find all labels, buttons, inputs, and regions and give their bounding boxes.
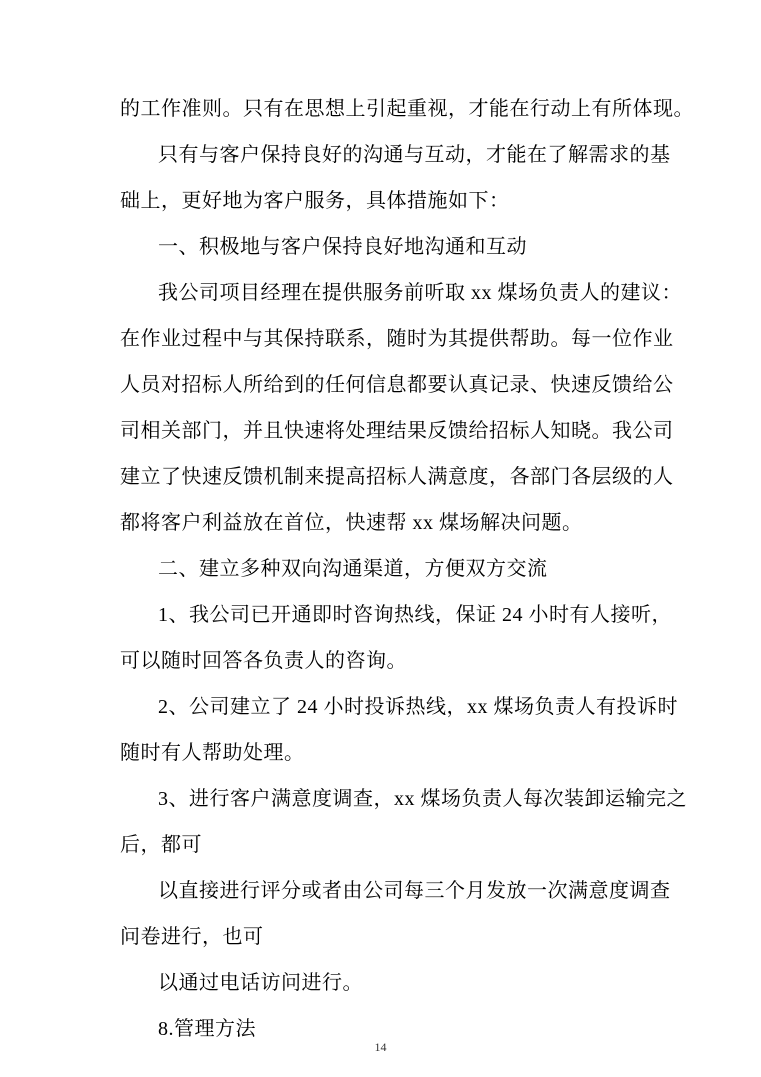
text-line: 问卷进行，也可 bbox=[120, 926, 264, 948]
text-line: 后，都可 bbox=[120, 834, 202, 856]
text-line: 础上，更好地为客户服务，具体措施如下： bbox=[120, 190, 510, 212]
page-number: 14 bbox=[374, 1040, 387, 1054]
paragraph-start: 只有与客户保持良好的沟通与互动，才能在了解需求的基 bbox=[158, 144, 671, 166]
section-heading-1: 一、积极地与客户保持良好地沟通和互动 bbox=[158, 236, 527, 258]
text-line: 都将客户利益放在首位，快速帮 xx 煤场解决问题。 bbox=[120, 512, 583, 534]
section-heading-2: 二、建立多种双向沟通渠道，方便双方交流 bbox=[158, 558, 548, 580]
text-line: 在作业过程中与其保持联系，随时为其提供帮助。每一位作业 bbox=[120, 328, 674, 350]
list-item-2: 2、公司建立了 24 小时投诉热线，xx 煤场负责人有投诉时 bbox=[158, 696, 678, 718]
text-line: 人员对招标人所给到的任何信息都要认真记录、快速反馈给公 bbox=[120, 374, 674, 396]
text-line: 的工作准则。只有在思想上引起重视，才能在行动上有所体现。 bbox=[120, 98, 694, 120]
text-line: 建立了快速反馈机制来提高招标人满意度，各部门各层级的人 bbox=[120, 466, 674, 488]
text-line: 可以随时回答各负责人的咨询。 bbox=[120, 650, 407, 672]
text-line: 以直接进行评分或者由公司每三个月发放一次满意度调查 bbox=[158, 880, 671, 902]
text-line: 司相关部门，并且快速将处理结果反馈给招标人知晓。我公司 bbox=[120, 420, 674, 442]
text-line: 随时有人帮助处理。 bbox=[120, 742, 305, 764]
list-item-1: 1、我公司已开通即时咨询热线，保证 24 小时有人接听， bbox=[158, 604, 672, 626]
paragraph-start: 我公司项目经理在提供服务前听取 xx 煤场负责人的建议： bbox=[158, 282, 682, 304]
text-line: 以通过电话访问进行。 bbox=[158, 972, 363, 994]
list-item-3: 3、进行客户满意度调查，xx 煤场负责人每次装卸运输完之 bbox=[158, 788, 687, 810]
section-heading-8: 8.管理方法 bbox=[158, 1018, 256, 1040]
